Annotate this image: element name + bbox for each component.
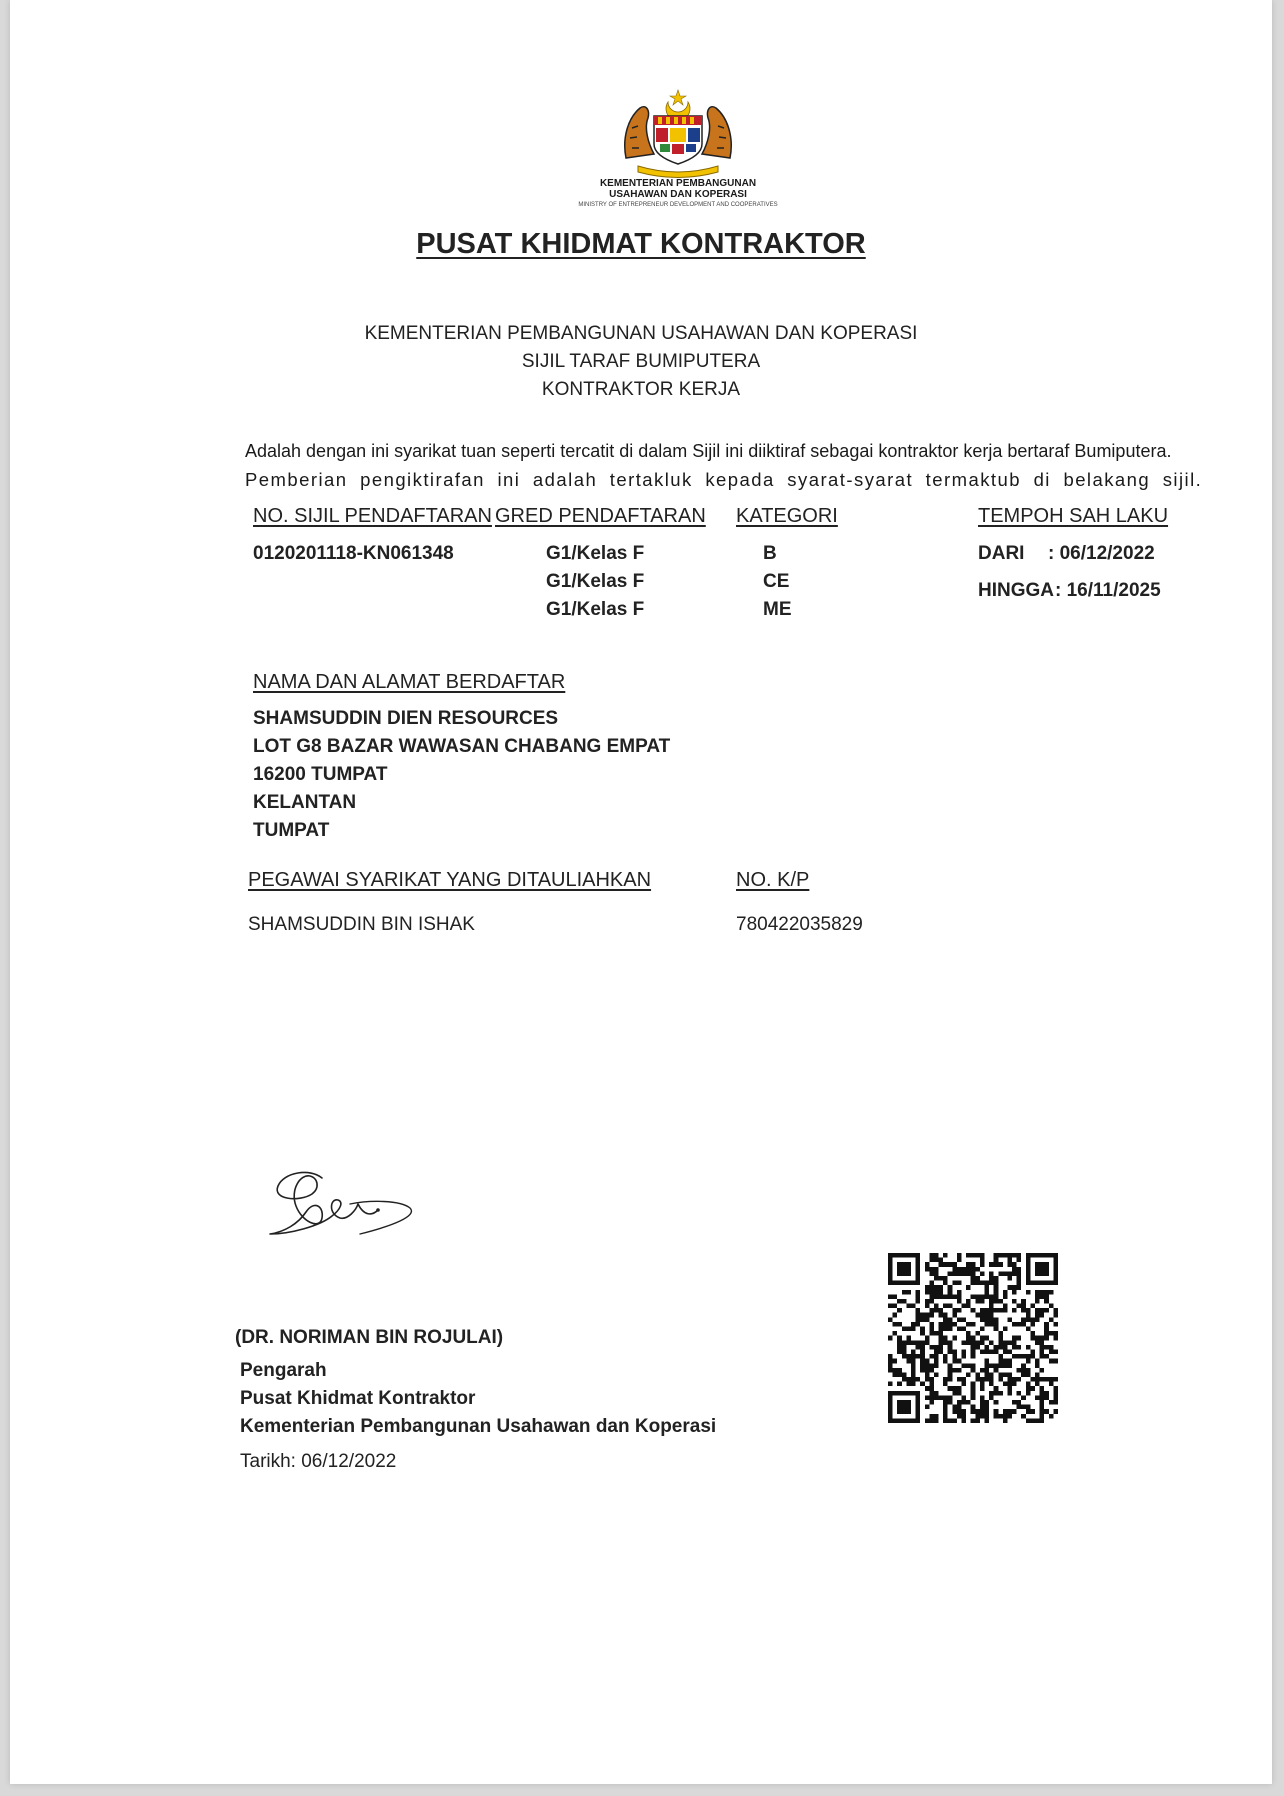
- grade-value: G1/Kelas F: [546, 571, 645, 592]
- ministry-line3: MINISTRY OF ENTREPRENEUR DEVELOPMENT AND COOPERATIVES: [578, 202, 778, 208]
- signature-icon: [260, 1160, 430, 1250]
- category-value: B: [763, 543, 777, 564]
- address-line: SHAMSUDDIN DIEN RESOURCES: [253, 708, 559, 729]
- signatory-name: (DR. NORIMAN BIN ROJULAI): [235, 1327, 504, 1348]
- header-address: NAMA DAN ALAMAT BERDAFTAR: [253, 671, 566, 693]
- header-ic-no: NO. K/P: [736, 869, 810, 891]
- ministry-line1: KEMENTERIAN PEMBANGUNAN: [599, 178, 757, 189]
- subtitle-line1: KEMENTERIAN PEMBANGUNAN USAHAWAN DAN KOPERASI: [364, 323, 918, 344]
- header-officer: PEGAWAI SYARIKAT YANG DITAULIAHKAN: [248, 869, 652, 891]
- officer-name: SHAMSUDDIN BIN ISHAK: [248, 914, 475, 935]
- address-line: TUMPAT: [253, 820, 330, 841]
- signatory-org1: Pusat Khidmat Kontraktor: [240, 1388, 476, 1409]
- header-validity: TEMPOH SAH LAKU: [978, 505, 1169, 527]
- validity-to-value: : 16/11/2025: [1055, 580, 1161, 601]
- validity-to-label: HINGGA: [978, 580, 1054, 601]
- subtitle-line2: SIJIL TARAF BUMIPUTERA: [521, 351, 761, 372]
- address-line: KELANTAN: [253, 792, 357, 813]
- coat-of-arms-icon: [618, 88, 738, 178]
- certificate-page: [10, 0, 1272, 1784]
- validity-from-label: DARI: [978, 543, 1025, 564]
- officer-ic-no: 780422035829: [736, 914, 863, 935]
- subtitle-line3: KONTRAKTOR KERJA: [541, 379, 741, 400]
- address-line: LOT G8 BAZAR WAWASAN CHABANG EMPAT: [253, 736, 671, 757]
- header-category: KATEGORI: [736, 505, 838, 527]
- intro-line1: Adalah dengan ini syarikat tuan seperti tercatit di dalam Sijil ini diiktiraf sebagai kontraktor kerja bertaraf Bumiputera.: [245, 441, 1172, 461]
- ministry-line2: USAHAWAN DAN KOPERASI: [609, 189, 747, 200]
- grade-value: G1/Kelas F: [546, 599, 645, 620]
- grade-value: G1/Kelas F: [546, 543, 645, 564]
- header-reg-no: NO. SIJIL PENDAFTARAN: [253, 505, 492, 527]
- qr-code-icon: [888, 1253, 1058, 1423]
- category-value: CE: [763, 571, 790, 592]
- signatory-org2: Kementerian Pembangunan Usahawan dan Koperasi: [240, 1416, 717, 1437]
- category-value: ME: [763, 599, 792, 620]
- intro-line2: Pemberian pengiktirafan ini adalah tertakluk kepada syarat-syarat termaktub di belakang sijil.: [245, 469, 1203, 490]
- address-line: 16200 TUMPAT: [253, 764, 388, 785]
- signatory-date: Tarikh: 06/12/2022: [240, 1451, 397, 1472]
- validity-from-value: : 06/12/2022: [1048, 543, 1155, 564]
- ministry-caption: [550, 178, 806, 211]
- page-title: PUSAT KHIDMAT KONTRAKTOR: [416, 228, 866, 260]
- reg-no-value: 0120201118-KN061348: [253, 543, 454, 564]
- header-grade: GRED PENDAFTARAN: [495, 505, 706, 527]
- signatory-position: Pengarah: [240, 1360, 327, 1381]
